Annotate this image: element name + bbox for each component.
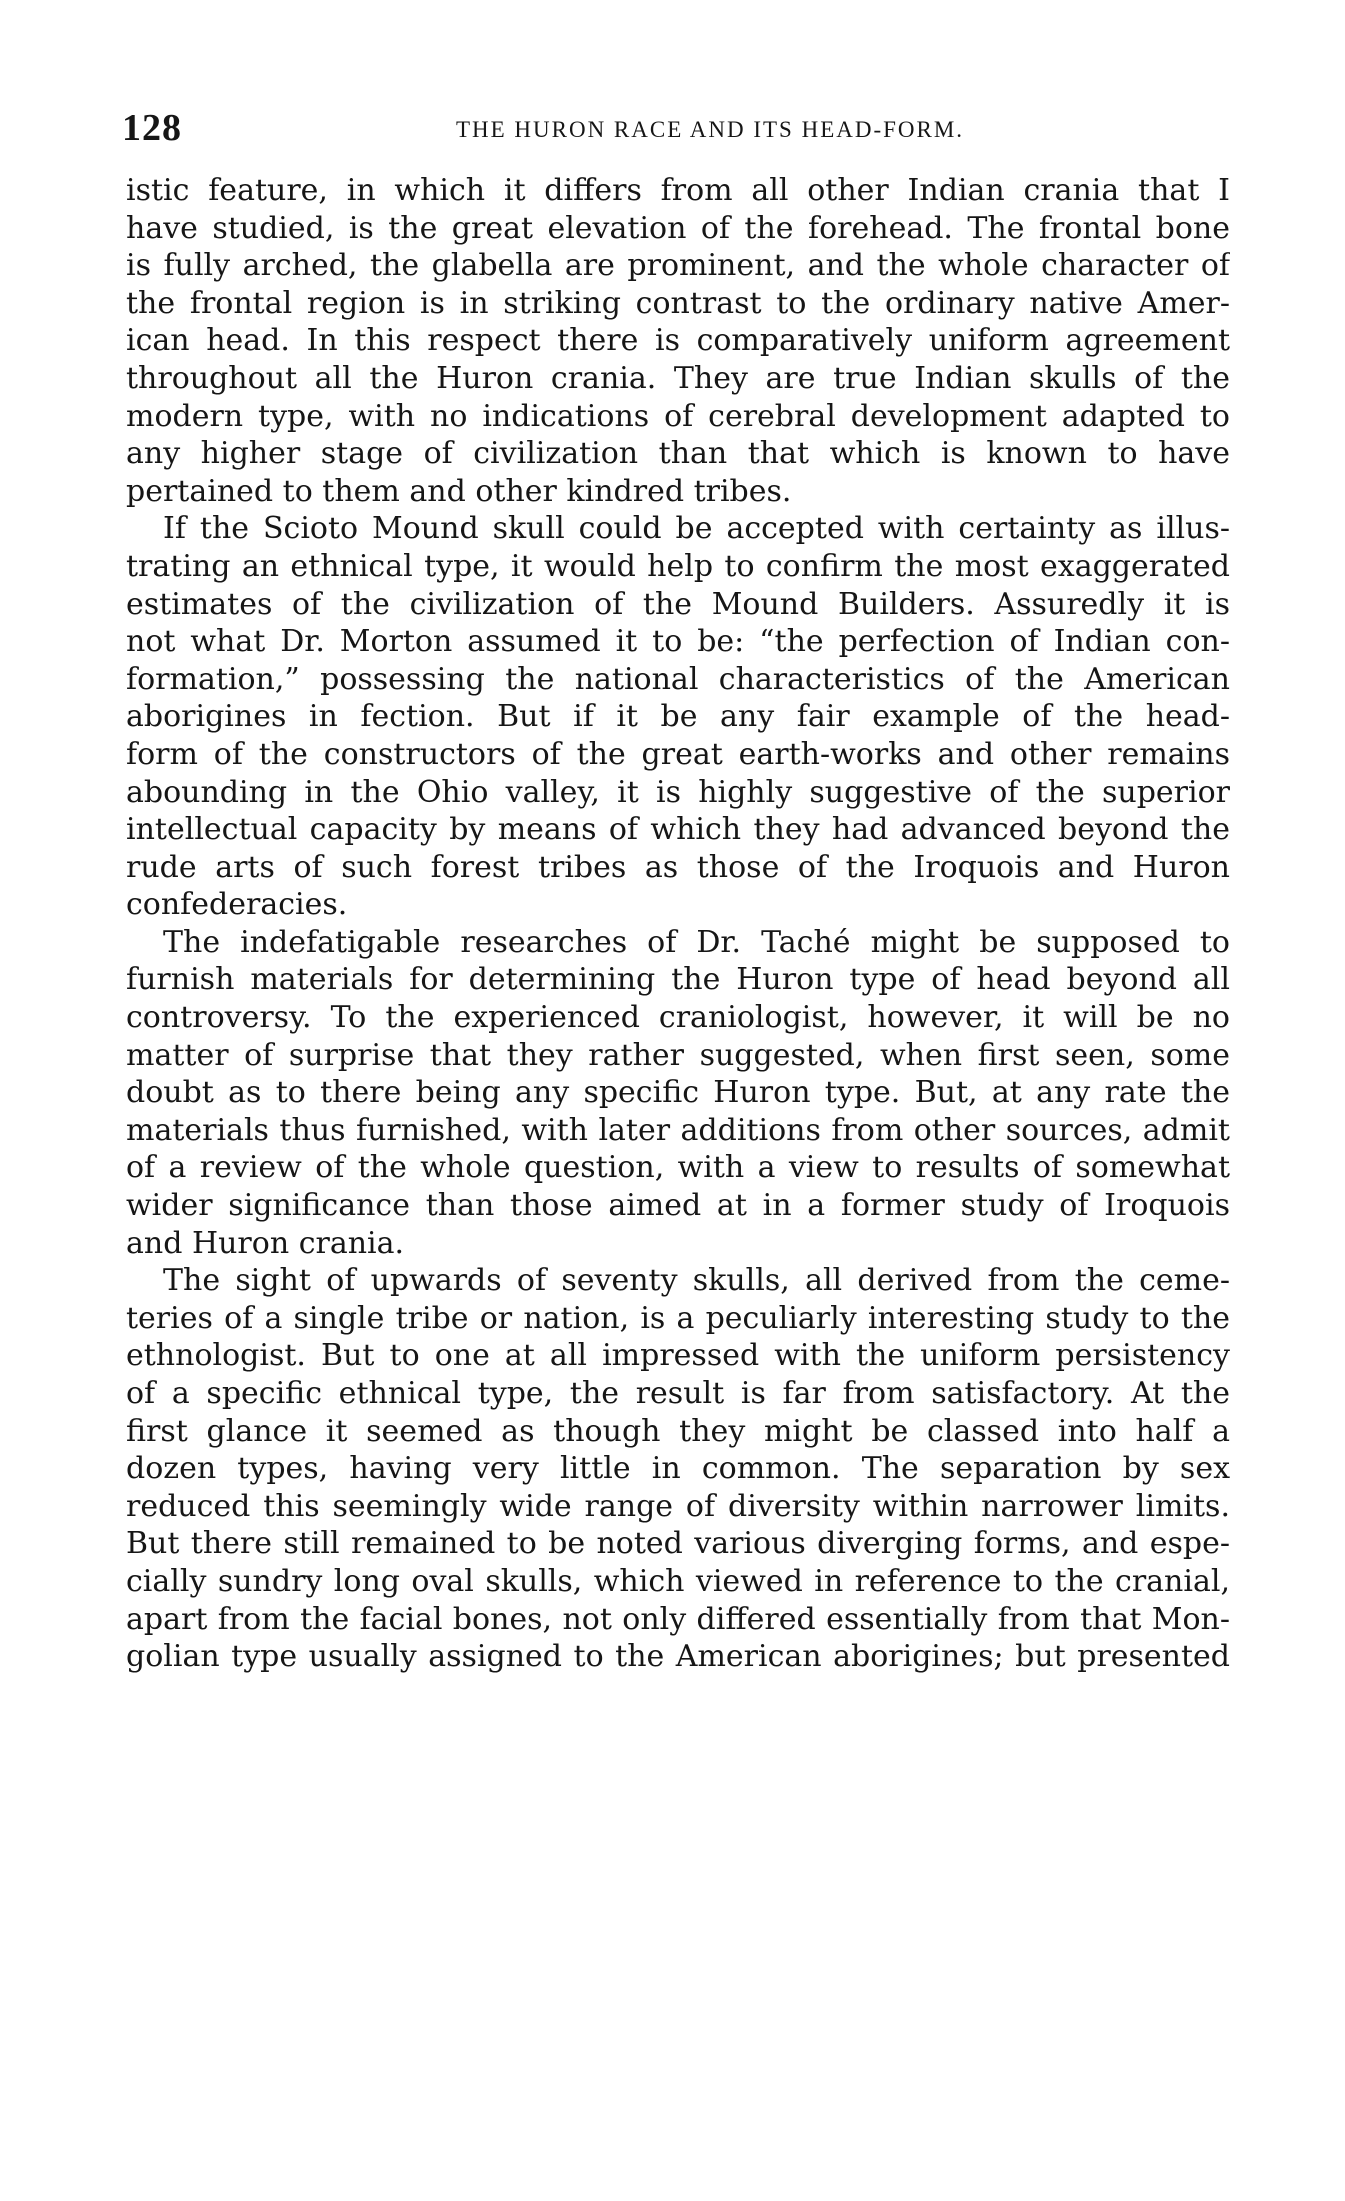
paragraph-1 [126, 172, 1230, 510]
text-line: doubt as to there being any specific Huron type. But, at any rate the [126, 1075, 1230, 1111]
text-line: confederacies. [126, 887, 348, 923]
text-line: ethnologist. But to one at all impressed with the uniform persistency [126, 1338, 1230, 1374]
text-line: golian type usually assigned to the American aborigines; but presented [126, 1639, 1230, 1675]
text-line: form of the constructors of the great earth-works and other remains [126, 736, 1230, 772]
text-line: throughout all the Huron crania. They are true Indian skulls of the [126, 360, 1230, 396]
text-line: The indefatigable researches of Dr. Taché might be supposed to [163, 924, 1230, 960]
text-line: aborigines in fection. But if it be any fair example of the head- [126, 699, 1230, 735]
running-header [122, 104, 1228, 152]
text-line: have studied, is the great elevation of the forehead. The frontal bone [126, 210, 1230, 246]
text-line: cially sundry long oval skulls, which viewed in reference to the cranial, [126, 1563, 1230, 1599]
text-line: If the Scioto Mound skull could be accepted with certainty as illus- [163, 511, 1230, 547]
text-line: teries of a single tribe or nation, is a peculiarly interesting study to the [126, 1300, 1230, 1336]
body-text [126, 172, 1230, 1676]
text-line: first glance it seemed as though they might be classed into half a [126, 1413, 1230, 1449]
paragraph-4 [126, 1262, 1230, 1676]
text-line: formation,” possessing the national characteristics of the American [126, 661, 1230, 697]
text-line: matter of surprise that they rather suggested, when first seen, some [126, 1037, 1230, 1073]
text-line: apart from the facial bones, not only differed essentially from that Mon- [126, 1601, 1230, 1637]
text-line: is fully arched, the glabella are prominent, and the whole character of [126, 248, 1230, 284]
text-line: furnish materials for determining the Huron type of head beyond all [126, 962, 1230, 998]
text-line: But there still remained to be noted various diverging forms, and espe- [126, 1526, 1230, 1562]
text-line: wider significance than those aimed at in a former study of Iroquois [126, 1188, 1230, 1224]
text-line: controversy. To the experienced craniologist, however, it will be no [126, 1000, 1230, 1036]
page-number: 128 [122, 107, 182, 149]
paragraph-2 [126, 510, 1230, 924]
text-line: pertained to them and other kindred tribes. [126, 473, 792, 509]
text-line: rude arts of such forest tribes as those of the Iroquois and Huron [126, 849, 1230, 885]
text-line: any higher stage of civilization than that which is known to have [126, 436, 1230, 472]
running-title: THE HURON RACE AND ITS HEAD-FORM. [455, 117, 965, 142]
text-line: reduced this seemingly wide range of diversity within narrower limits. [126, 1488, 1230, 1524]
text-line: istic feature, in which it differs from all other Indian crania that I [126, 173, 1230, 208]
text-line: The sight of upwards of seventy skulls, all derived from the ceme- [163, 1263, 1230, 1299]
text-line: ican head. In this respect there is comparatively uniform agreement [126, 323, 1230, 359]
text-line: intellectual capacity by means of which they had advanced beyond the [126, 812, 1230, 848]
text-line: and Huron crania. [126, 1225, 405, 1261]
text-line: trating an ethnical type, it would help to confirm the most exaggerated [126, 548, 1230, 584]
text-line: modern type, with no indications of cerebral development adapted to [126, 398, 1230, 434]
text-line: dozen types, having very little in common. The separation by sex [126, 1451, 1230, 1487]
paragraph-3 [126, 924, 1230, 1262]
text-line: of a specific ethnical type, the result is far from satisfactory. At the [126, 1376, 1230, 1411]
text-line: materials thus furnished, with later additions from other sources, admit [126, 1112, 1230, 1148]
text-line: of a review of the whole question, with a view to results of somewhat [126, 1150, 1230, 1186]
text-line: abounding in the Ohio valley, it is highly suggestive of the superior [126, 774, 1230, 810]
text-line: the frontal region is in striking contrast to the ordinary native Amer- [126, 285, 1230, 321]
text-line: not what Dr. Morton assumed it to be: “the perfection of Indian con- [126, 624, 1230, 660]
text-line: estimates of the civilization of the Mound Builders. Assuredly it is [126, 586, 1230, 622]
